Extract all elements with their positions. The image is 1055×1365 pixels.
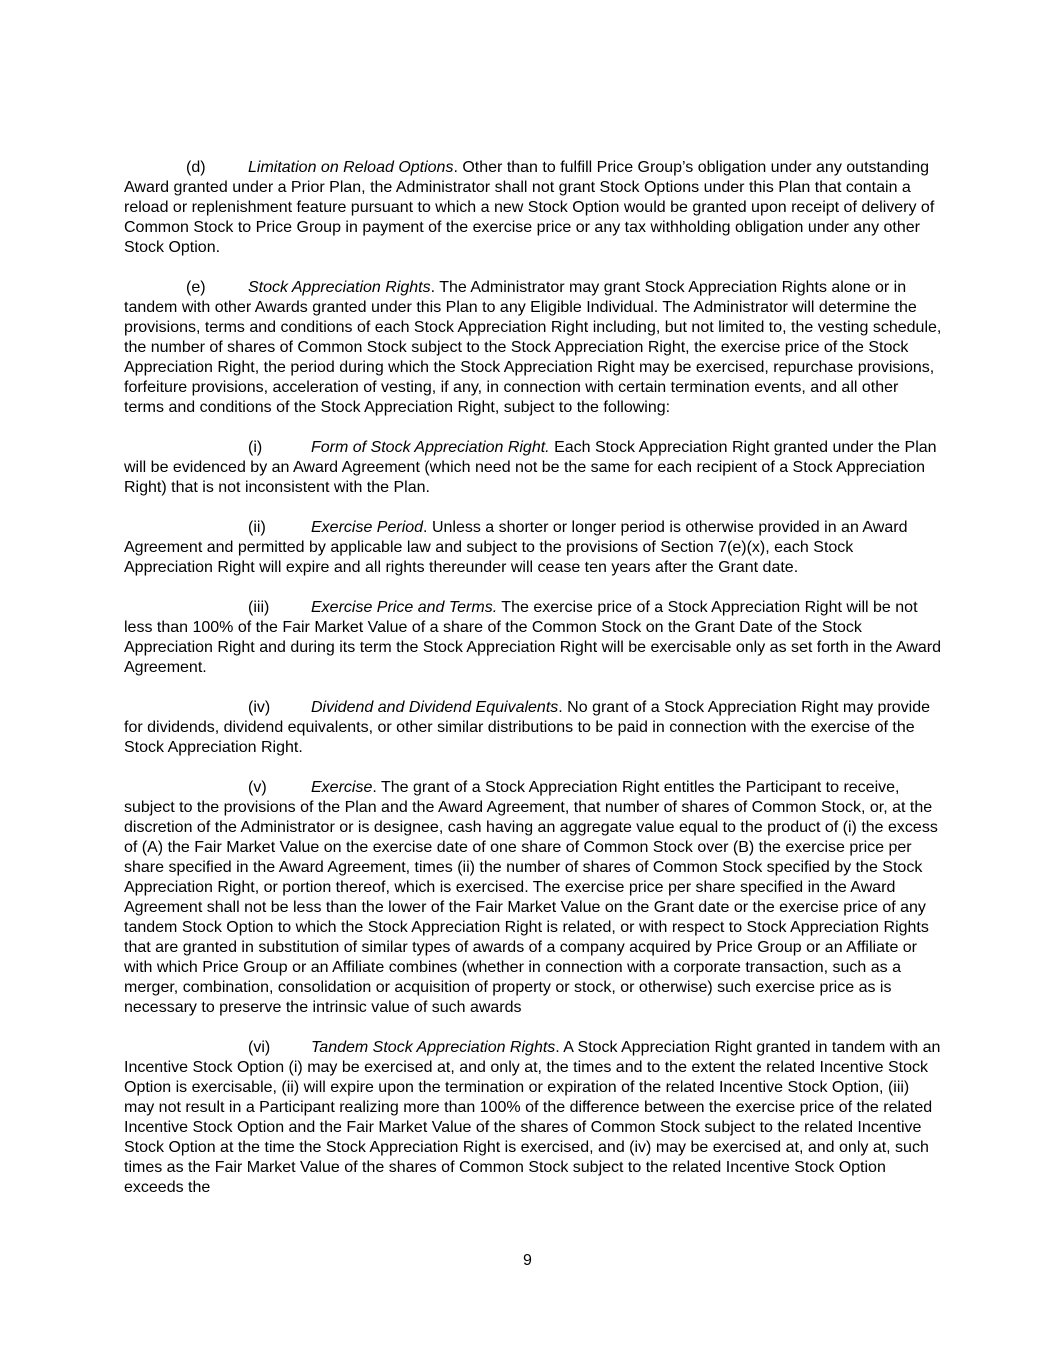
paragraph-title: Exercise Price and Terms. [311, 599, 498, 616]
paragraph-text: Other than to fulfill Price Group’s obligation under any outstanding Award granted under a Prior Plan, the Administrator shall not grant Stock Options under this Plan that contain a reload or replenishment feature pursuant to which a new Stock Option would be granted upon receipt of delivery of Common Stock to Price Group in payment of the exercise price or any tax withholding obligation under any other Stock Option. [124, 159, 935, 256]
paragraph-label: (d) [186, 159, 206, 176]
paragraph-title: Limitation on Reload Options [248, 159, 454, 176]
paragraph-text: A Stock Appreciation Right granted in tandem with an Incentive Stock Option (i) may be exercised at, and only at, the times and to the extent the related Incentive Stock Option is exercisable, (ii) will expire upon the termination or expiration of the related Incentive Stock Option, (iii) may not result in a Participant realizing more than 100% of the difference between the exercise price of the related Incentive Stock Option and the Fair Market Value of the shares of Common Stock subject to the related Incentive Stock Option at the time the Stock Appreciation Right is exercised, and (iv) may be exercised at, and only at, such times as the Fair Market Value of the shares of Common Stock subject to the related Incentive Stock Option exceeds the [124, 1039, 941, 1196]
paragraph-label: (vi) [248, 1039, 271, 1056]
page-number: 9 [523, 1252, 532, 1269]
paragraph-text: Each Stock Appreciation Right granted under the Plan will be evidenced by an Award Agreement (which need not be the same for each recipient of a Stock Appreciation Right) that is not inconsistent with the Plan. [124, 439, 937, 496]
paragraph-text: The grant of a Stock Appreciation Right entitles the Participant to receive, subject to the provisions of the Plan and the Award Agreement, that number of shares of Common Stock, or, at the discretion of the Administrator or is designee, cash having an aggregate value equal to the product of (i) the excess of (A) the Fair Market Value on the exercise date of one share of Common Stock over (B) the exercise price per share specified in the Award Agreement, times (ii) the number of shares of Common Stock specified by the Stock Appreciation Right, or portion thereof, which is exercised. The exercise price per share specified in the Award Agreement shall not be less than the lower of the Fair Market Value on the Grant date or the exercise price of any tandem Stock Option to which the Stock Appreciation Right is related, or with respect to Stock Appreciation Rights that are granted in substitution of similar types of awards of a company acquired by Price Group or an Affiliate or with which Price Group or an Affiliate combines (whether in connection with a corporate transaction, such as a merger, combination, consolidation or acquisition of property or stock, or otherwise) such exercise price as is necessary to preserve the intrinsic value of such awards [124, 779, 938, 1016]
paragraph-title-separator: . [423, 519, 428, 536]
paragraph-label: (e) [186, 279, 206, 296]
paragraph-title-separator: . [430, 279, 436, 296]
subparagraph-v [124, 778, 942, 1018]
paragraph-title: Form of Stock Appreciation Right. [311, 439, 550, 456]
paragraph-title: Tandem Stock Appreciation Rights [311, 1039, 556, 1056]
paragraph-label: (ii) [248, 519, 266, 536]
document-body [124, 158, 942, 1218]
paragraph-d [124, 158, 942, 258]
subparagraph-iv [124, 698, 942, 758]
paragraph-label: (i) [248, 439, 263, 456]
paragraph-label: (iii) [248, 599, 270, 616]
subparagraph-iii [124, 598, 942, 678]
paragraph-title-separator: . [453, 159, 458, 176]
paragraph-label: (iv) [248, 699, 271, 716]
paragraph-text: Unless a shorter or longer period is otherwise provided in an Award Agreement and permitted by applicable law and subject to the provisions of Section 7(e)(x), each Stock Appreciation Right will expire and all rights thereunder will cease ten years after the Grant date. [124, 519, 908, 576]
paragraph-title: Stock Appreciation Rights [248, 279, 431, 296]
subparagraph-vi [124, 1038, 942, 1198]
paragraph-e [124, 278, 942, 418]
paragraph-text: The Administrator may grant Stock Appreciation Rights alone or in tandem with other Awards granted under this Plan to any Eligible Individual. The Administrator will determine the provisions, terms and conditions of each Stock Appreciation Right including, but not limited to, the vesting schedule, the number of shares of Common Stock subject to the Stock Appreciation Right, the exercise price of the Stock Appreciation Right, the period during which the Stock Appreciation Right may be exercised, repurchase provisions, forfeiture provisions, acceleration of vesting, if any, in connection with certain termination events, and all other terms and conditions of the Stock Appreciation Right, subject to the following: [124, 279, 942, 416]
paragraph-title-separator: . [372, 779, 377, 796]
paragraph-title-separator: . [555, 1039, 560, 1056]
paragraph-text: No grant of a Stock Appreciation Right may provide for dividends, dividend equivalents, or other similar distributions to be paid in connection with the exercise of the Stock Appreciation Right. [124, 699, 931, 756]
paragraph-title: Exercise [311, 779, 373, 796]
paragraph-label: (v) [248, 779, 267, 796]
paragraph-title: Dividend and Dividend Equivalents [311, 699, 559, 716]
subparagraph-ii [124, 518, 942, 578]
paragraph-title-separator: . [558, 699, 563, 716]
paragraph-text: The exercise price of a Stock Appreciation Right will be not less than 100% of the Fair Market Value of a share of the Common Stock on the Grant Date of the Stock Appreciation Right and during its term the Stock Appreciation Right will be exercisable only as set forth in the Award Agreement. [124, 599, 942, 676]
subparagraph-i [124, 438, 942, 498]
paragraph-title: Exercise Period [311, 519, 424, 536]
